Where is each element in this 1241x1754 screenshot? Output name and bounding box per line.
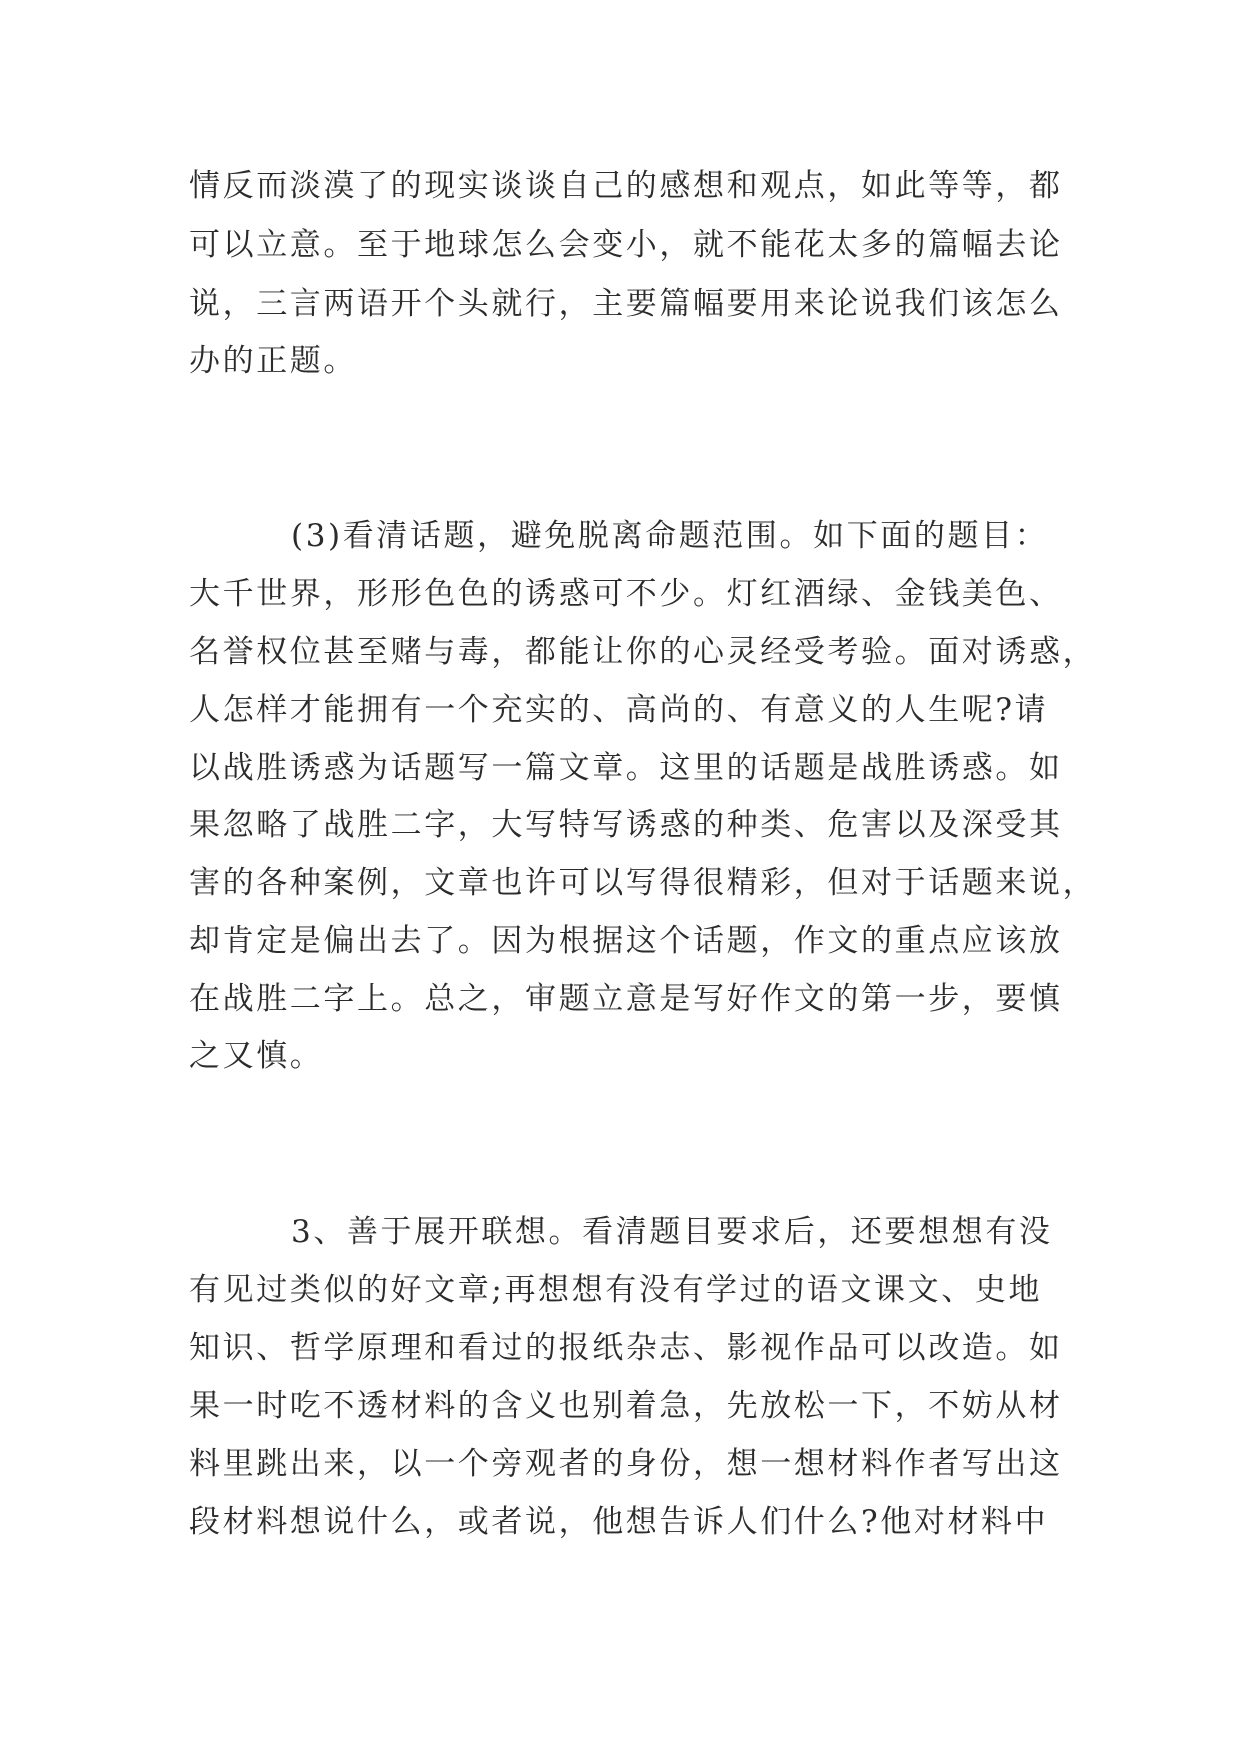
paragraph-2-line-7: 害的各种案例，文章也许可以写得很精彩，但对于话题来说， xyxy=(189,865,1097,901)
paragraph-2-line-1: (3)看清话题，避免脱离命题范围。如下面的题目： xyxy=(291,518,1049,554)
paragraph-2-line-8: 却肯定是偏出去了。因为根据这个话题，作文的重点应该放 xyxy=(189,923,1063,959)
paragraph-2-line-5: 以战胜诱惑为话题写一篇文章。这里的话题是战胜诱惑。如 xyxy=(189,750,1063,786)
paragraph-3-line-3: 知识、哲学原理和看过的报纸杂志、影视作品可以改造。如 xyxy=(189,1330,1063,1366)
paragraph-1-line-2: 可以立意。至于地球怎么会变小，就不能花太多的篇幅去论 xyxy=(189,227,1063,263)
paragraph-3-line-4: 果一时吃不透材料的含义也别着急，先放松一下，不妨从材 xyxy=(189,1388,1063,1424)
paragraph-3-line-2: 有见过类似的好文章;再想想有没有学过的语文课文、史地 xyxy=(189,1272,1043,1308)
paragraph-1-line-1: 情反而淡漠了的现实谈谈自己的感想和观点，如此等等，都 xyxy=(189,168,1063,204)
paragraph-2-line-2: 大千世界，形形色色的诱惑可不少。灯红酒绿、金钱美色、 xyxy=(189,576,1063,612)
paragraph-2-line-6: 果忽略了战胜二字，大写特写诱惑的种类、危害以及深受其 xyxy=(189,807,1063,843)
paragraph-2-line-4: 人怎样才能拥有一个充实的、高尚的、有意义的人生呢?请 xyxy=(189,692,1049,728)
paragraph-2-line-10: 之又慎。 xyxy=(189,1038,324,1074)
paragraph-2-line-3: 名誉权位甚至赌与毒，都能让你的心灵经受考验。面对诱惑， xyxy=(189,634,1097,670)
paragraph-1-line-3: 说，三言两语开个头就行，主要篇幅要用来论说我们该怎么 xyxy=(189,286,1063,322)
paragraph-3-line-5: 料里跳出来，以一个旁观者的身份，想一想材料作者写出这 xyxy=(189,1446,1063,1482)
paragraph-1-line-4: 办的正题。 xyxy=(189,343,357,379)
paragraph-2-line-9: 在战胜二字上。总之，审题立意是写好作文的第一步，要慎 xyxy=(189,981,1063,1017)
paragraph-3-line-6: 段材料想说什么，或者说，他想告诉人们什么?他对材料中 xyxy=(189,1504,1049,1540)
paragraph-3-line-1: 3、善于展开联想。看清题目要求后，还要想想有没 xyxy=(291,1214,1053,1250)
